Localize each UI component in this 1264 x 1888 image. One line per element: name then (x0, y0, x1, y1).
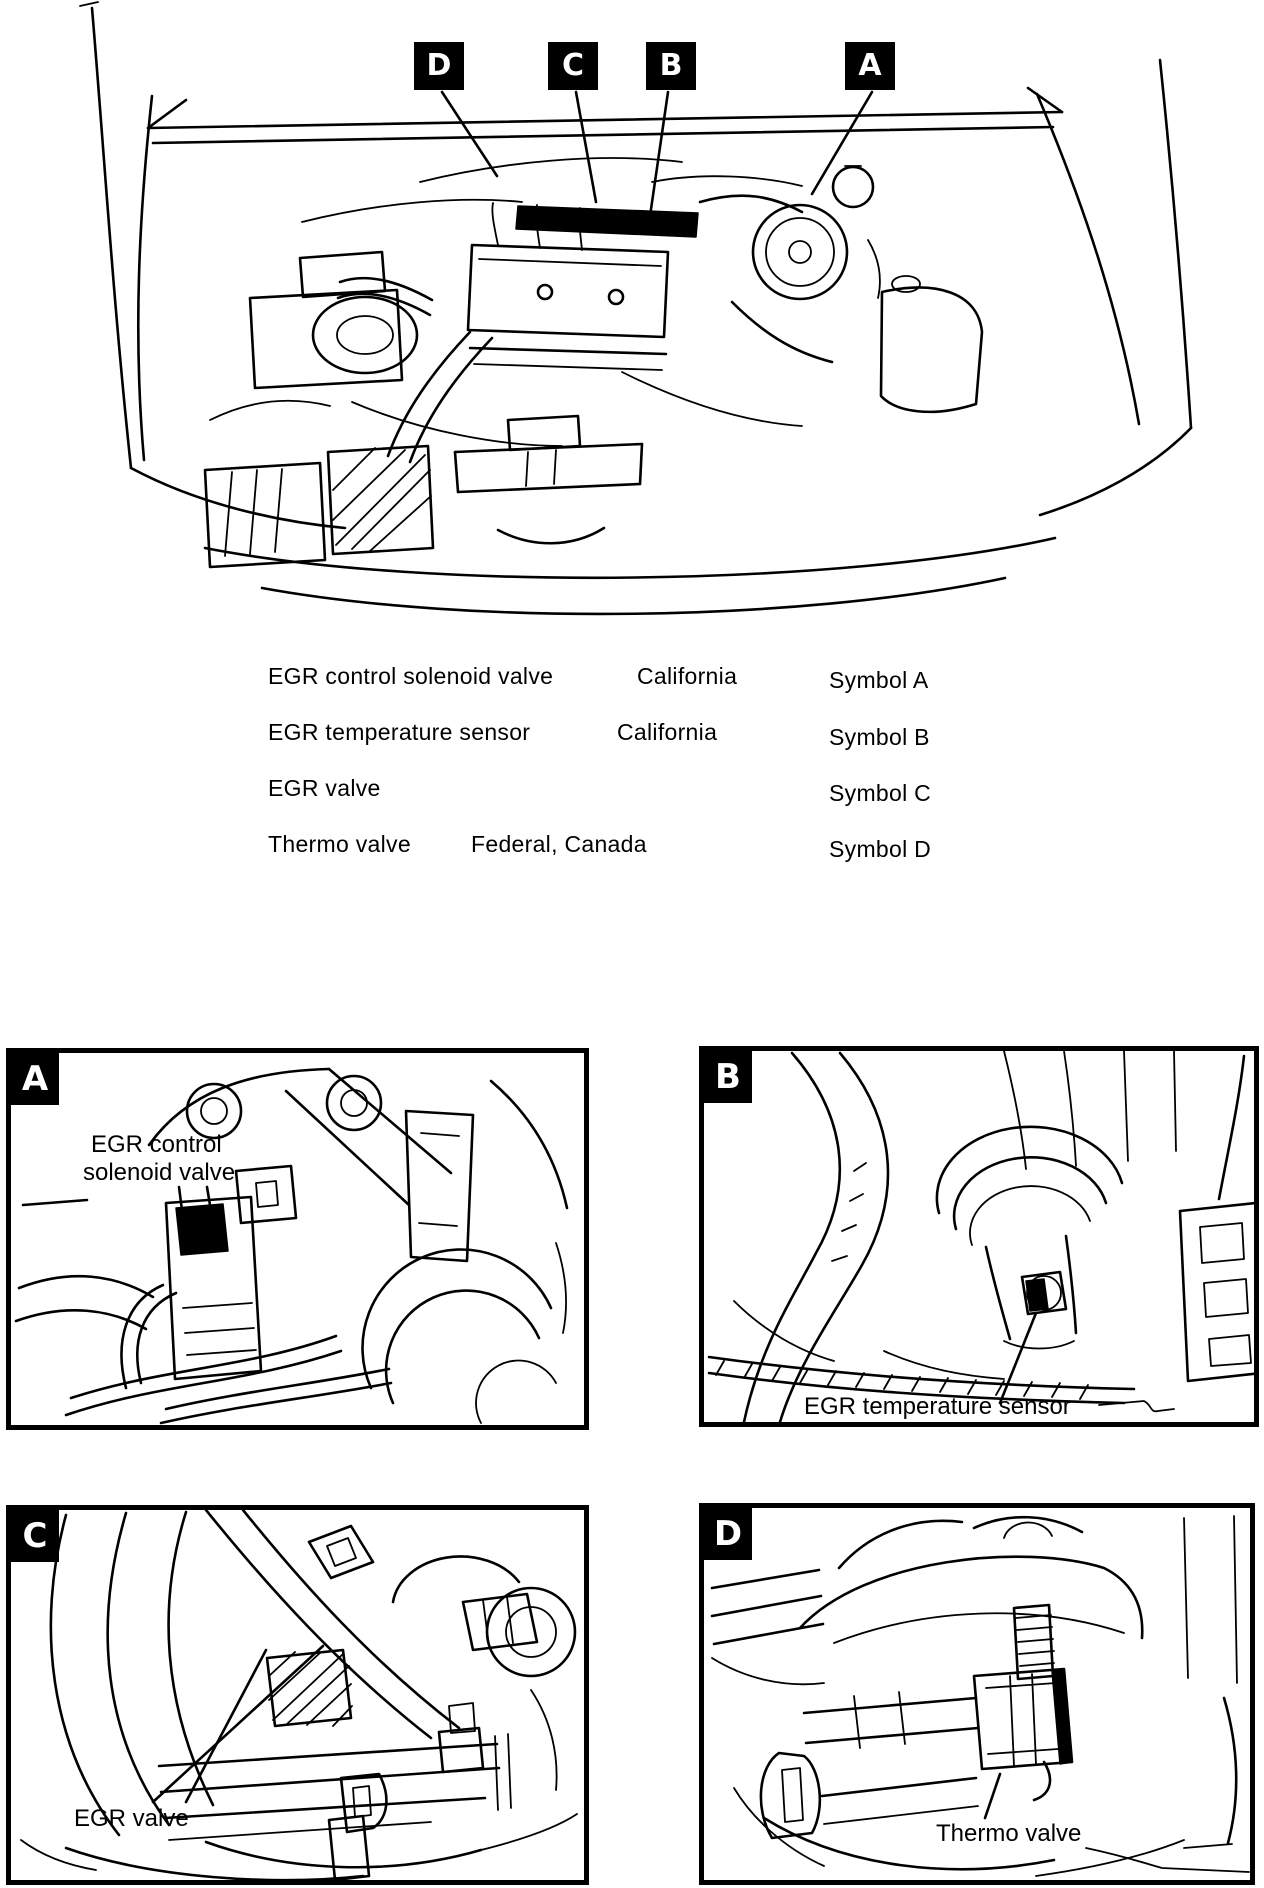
legend-symbol: Symbol A (829, 667, 929, 693)
egr-valve (393, 1556, 519, 1602)
valve-cover (468, 245, 668, 337)
detail-panel-d (699, 1503, 1255, 1885)
scan-mark (80, 2, 98, 6)
callout-box-a: A (845, 42, 895, 90)
panel-a-illustration (11, 1053, 584, 1425)
component-label: EGR valve (74, 1805, 189, 1832)
component-label: solenoid valve (83, 1159, 236, 1186)
callout-box-c: C (548, 42, 598, 90)
detail-panel-c (6, 1505, 589, 1885)
panel-letter-tag: D (704, 1508, 752, 1560)
panel-b-illustration (704, 1051, 1254, 1422)
brake-booster (753, 205, 847, 299)
callout-box-b: B (646, 42, 696, 90)
component-label: Thermo valve (936, 1820, 1082, 1847)
legend-market: California (637, 663, 738, 689)
legend-component: EGR valve (268, 775, 381, 801)
legend-market: California (617, 719, 718, 745)
engine-bay-illustration (0, 0, 1264, 650)
coolant-reservoir (881, 288, 982, 412)
legend-symbol: Symbol D (829, 836, 932, 862)
legend-component: EGR temperature sensor (268, 719, 531, 745)
callout-box-d: D (414, 42, 464, 90)
component-label: EGR temperature sensor (804, 1393, 1071, 1420)
legend-symbol: Symbol C (829, 780, 932, 806)
legend-symbol: Symbol B (829, 724, 930, 750)
label-leader-line (985, 1774, 1000, 1818)
panel-letter-tag: B (704, 1051, 752, 1103)
component-label: EGR control (91, 1131, 222, 1158)
detail-panel-b (699, 1046, 1259, 1427)
leader-line-d (442, 92, 497, 176)
leader-line-c (576, 92, 596, 202)
detail-panel-a (6, 1048, 589, 1430)
legend-component: EGR control solenoid valve (268, 663, 554, 689)
legend-component: Thermo valve (268, 831, 411, 857)
label-leader-line (23, 1200, 87, 1205)
intake-manifold (516, 206, 698, 237)
leader-line-a (812, 92, 872, 194)
panel-letter-tag: A (11, 1053, 59, 1105)
panel-letter-tag: C (11, 1510, 59, 1562)
legend-market: Federal, Canada (471, 831, 647, 857)
